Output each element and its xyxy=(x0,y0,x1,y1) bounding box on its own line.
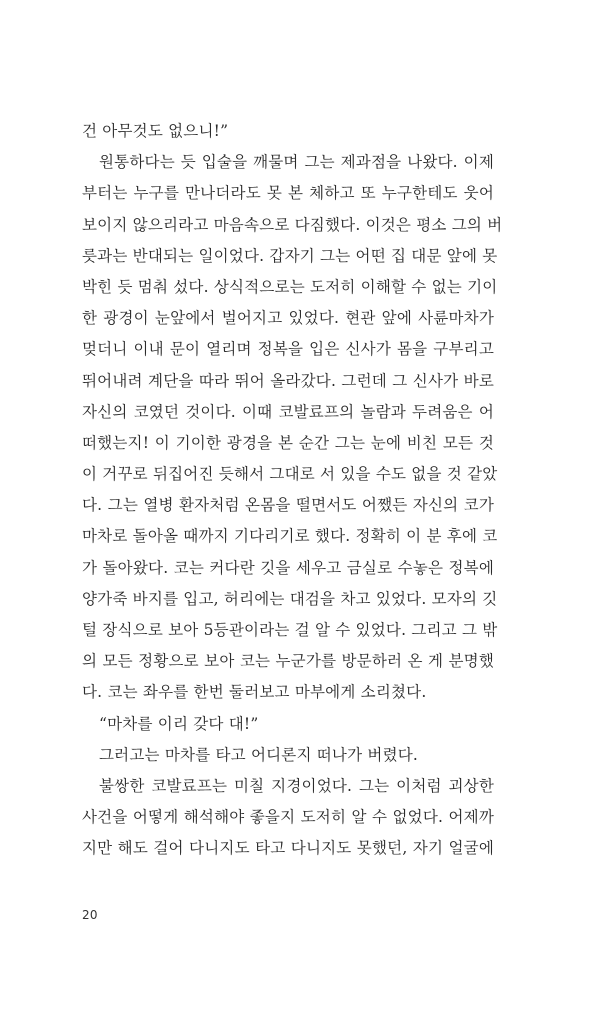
text-line: 사건을 어떻게 해석해야 좋을지 도저히 알 수 없었다. 어제까 xyxy=(82,808,494,827)
text-line: 불쌍한 코발료프는 미칠 지경이었다. 그는 이처럼 괴상한 xyxy=(99,776,494,795)
text-line: 뛰어내려 계단을 따라 뛰어 올라갔다. 그런데 그 신사가 바로 xyxy=(82,371,494,390)
text-line: 부터는 누구를 만나더라도 못 본 체하고 또 누구한테도 웃어 xyxy=(82,184,494,203)
text-line: 지만 해도 걸어 다니지도 타고 다니지도 못했던, 자기 얼굴에 xyxy=(82,839,494,858)
text-line: 자신의 코였던 것이다. 이때 코발료프의 놀람과 두려움은 어 xyxy=(82,402,494,421)
text-line: 박힌 듯 멈춰 섰다. 상식적으로는 도저히 이해할 수 없는 기이 xyxy=(82,277,498,296)
text-line: 떠했는지! 이 기이한 광경을 본 순간 그는 눈에 비친 모든 것 xyxy=(82,433,494,452)
body-text xyxy=(82,116,503,865)
text-line: 원통하다는 듯 입술을 깨물며 그는 제과점을 나왔다. 이제 xyxy=(99,153,494,172)
text-line: 건 아무것도 없으니!” xyxy=(82,122,229,140)
text-line: 양가죽 바지를 입고, 허리에는 대검을 차고 있었다. 모자의 깃 xyxy=(82,589,498,608)
dialogue-line: “마차를 이리 갖다 대!” xyxy=(99,714,259,733)
text-line: 한 광경이 눈앞에서 벌어지고 있었다. 현관 앞에 사륜마차가 xyxy=(82,309,494,328)
text-line: 털 장식으로 보아 5등관이라는 걸 알 수 있었다. 그리고 그 밖 xyxy=(82,621,498,639)
text-line: 멎더니 이내 문이 열리며 정복을 입은 신사가 몸을 구부리고 xyxy=(82,340,494,359)
text-line: 의 모든 정황으로 보아 코는 누군가를 방문하러 온 게 분명했 xyxy=(82,652,494,671)
text-line: 다. 그는 열병 환자처럼 온몸을 떨면서도 어쨌든 자신의 코가 xyxy=(82,496,494,515)
text-line: 이 거꾸로 뒤집어진 듯해서 그대로 서 있을 수도 없을 것 같았 xyxy=(82,465,498,484)
text-line: 릇과는 반대되는 일이었다. 갑자기 그는 어떤 집 대문 앞에 못 xyxy=(82,246,498,265)
text-line: 마차로 돌아올 때까지 기다리기로 했다. 정확히 이 분 후에 코 xyxy=(82,527,498,546)
text-line: 가 돌아왔다. 코는 커다란 깃을 세우고 금실로 수놓은 정복에 xyxy=(82,558,494,577)
text-line: 보이지 않으리라고 마음속으로 다짐했다. 이것은 평소 그의 버 xyxy=(82,215,503,234)
text-line: 다. 코는 좌우를 한번 둘러보고 마부에게 소리쳤다. xyxy=(82,683,427,702)
text-line: 그러고는 마차를 타고 어디론지 떠나가 버렸다. xyxy=(99,745,419,764)
page-number: 20 xyxy=(82,908,98,922)
